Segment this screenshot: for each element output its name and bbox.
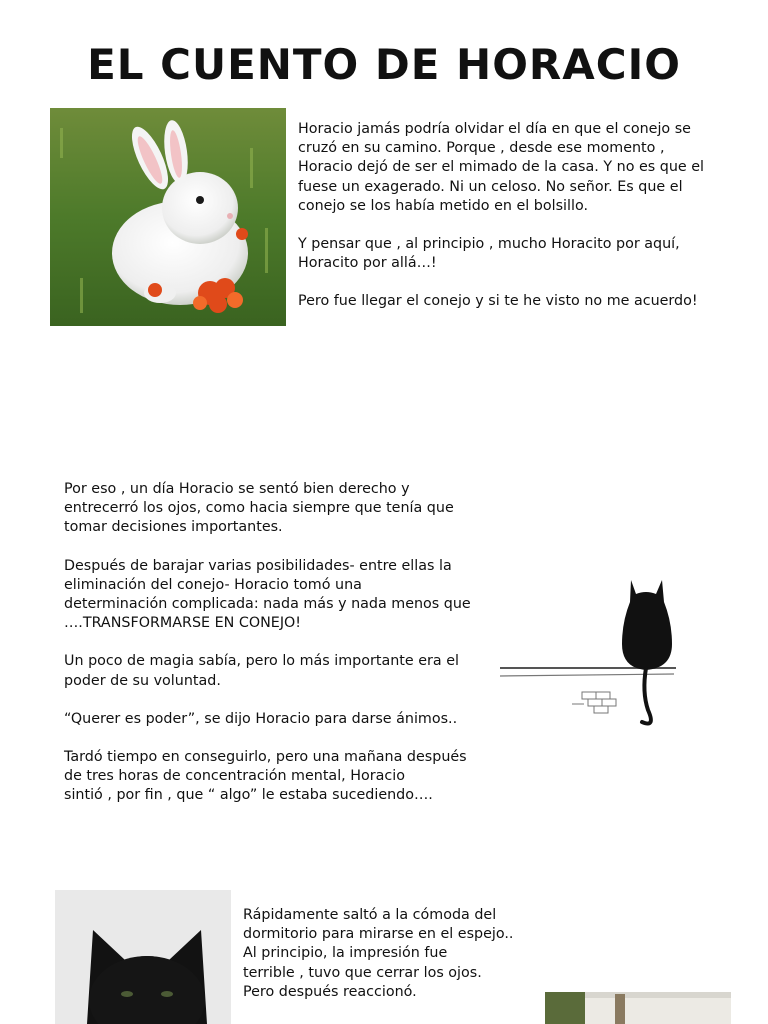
paragraph: Y pensar que , al principio , mucho Horacito por aquí, Horacito por allá…! <box>298 236 680 272</box>
paragraph: Rápidamente saltó a la cómoda del dormitorio para mirarse en el espejo.. Al principio, la impresión fue terrible , tuvo que cerrar los ojos. Pero después reaccionó. <box>243 907 514 1000</box>
story-section-2 <box>64 480 484 825</box>
black-cat-photo <box>55 890 231 1024</box>
rabbit-photo <box>50 108 286 326</box>
page-title: EL CUENTO DE HORACIO <box>87 40 681 89</box>
paragraph: Pero fue llegar el conejo y si te he visto no me acuerdo! <box>298 293 698 310</box>
paragraph: Horacio jamás podría olvidar el día en que el conejo se cruzó en su camino. Porque , desde ese momento , Horacio dejó de ser el mimado de la casa. Y no es que el fuese un exagerado. Ni un celoso. No señor. Es que el conejo se los había metido en el bolsillo. <box>298 121 705 214</box>
paragraph: Un poco de magia sabía, pero lo más importante era el poder de su voluntad. <box>64 653 460 689</box>
partial-photo <box>545 992 731 1024</box>
story-section-1 <box>298 120 738 331</box>
story-section-3 <box>243 906 543 1021</box>
cat-silhouette-drawing <box>496 572 686 732</box>
paragraph: Después de barajar varias posibilidades- entre ellas la eliminación del conejo- Horacio tomó una determinación complicada: nada más y nada menos que ….TRANSFORMARSE EN CONEJO! <box>64 557 471 632</box>
paragraph: “Querer es poder”, se dijo Horacio para darse ánimos.. <box>64 710 458 727</box>
paragraph: Tardó tiempo en conseguirlo, pero una mañana después de tres horas de concentración mental, Horacio sintió , por fin , que “ algo” le estaba sucediendo…. <box>64 749 467 804</box>
paragraph: Por eso , un día Horacio se sentó bien derecho y entrecerró los ojos, como hacia siempre que tenía que tomar decisiones importantes. <box>64 481 454 536</box>
